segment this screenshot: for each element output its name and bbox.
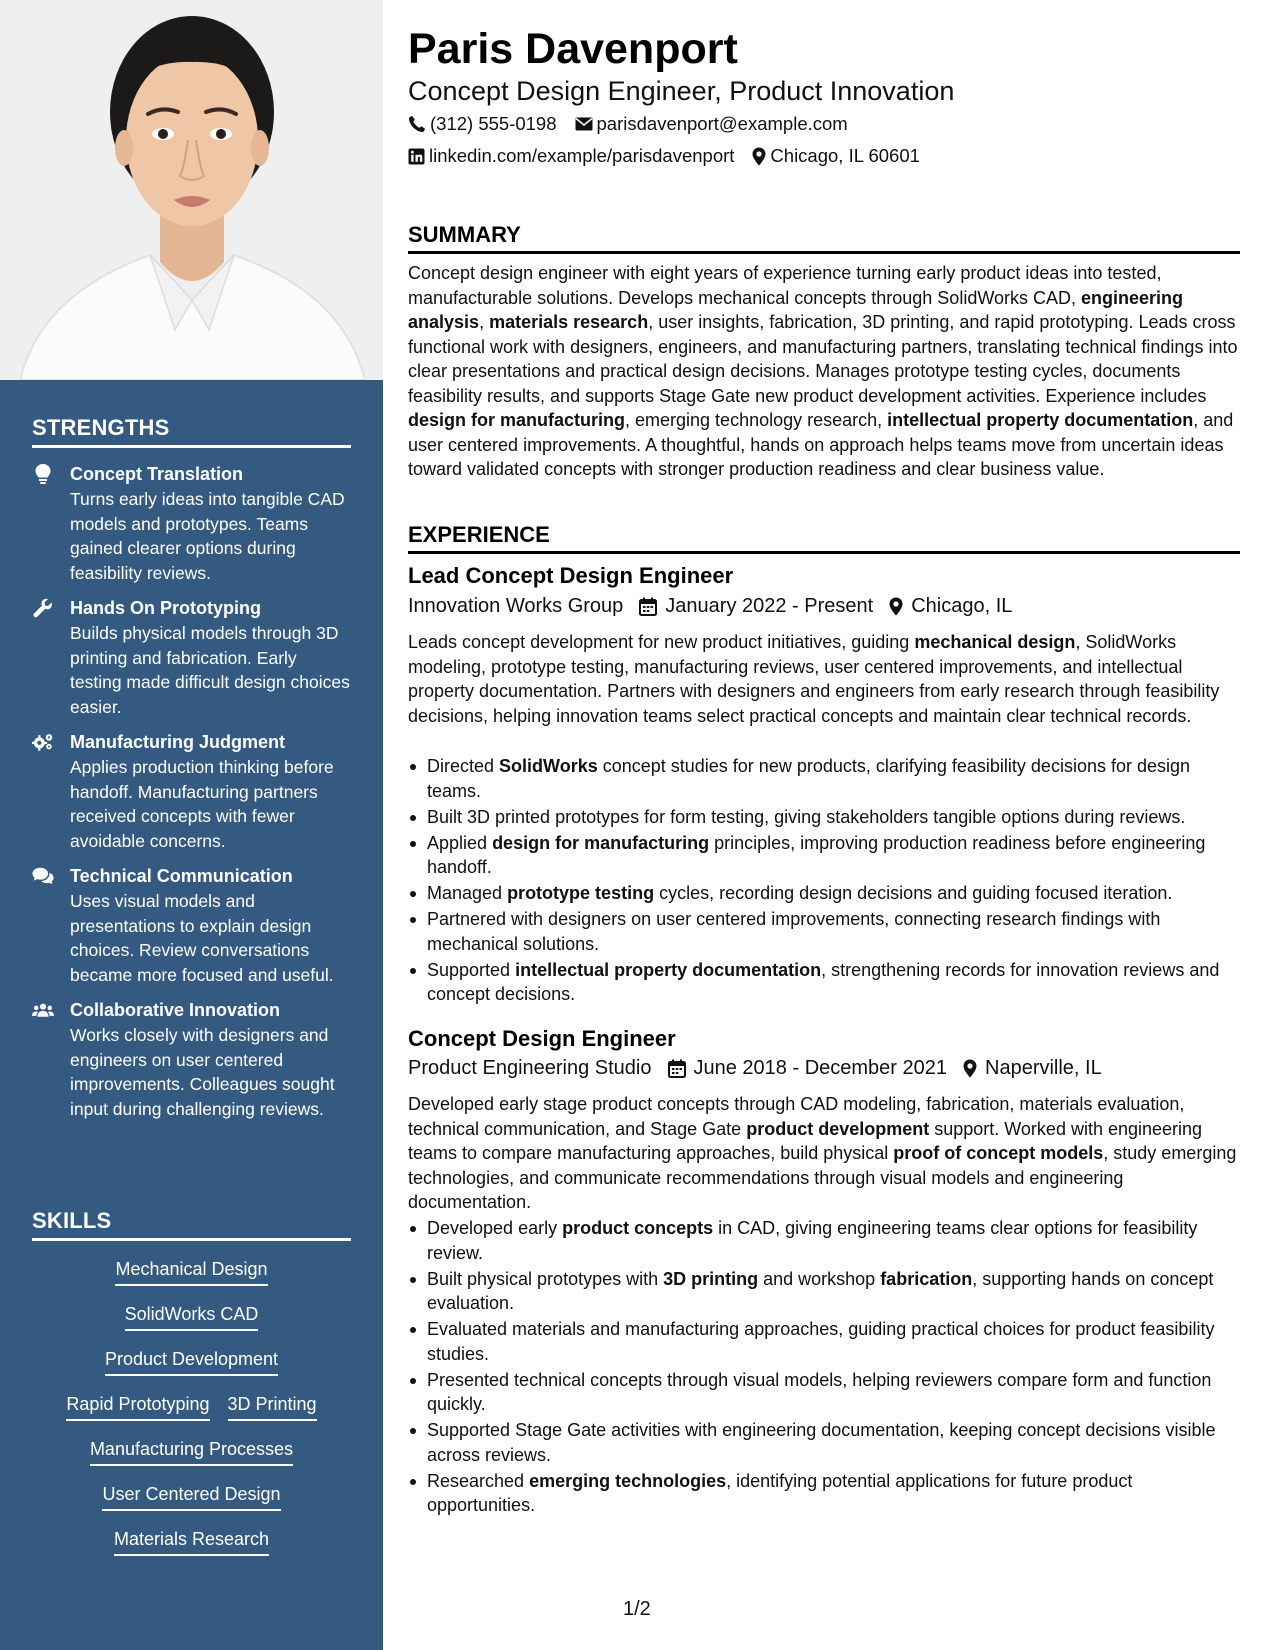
- bold-keyword: design for manufacturing: [408, 410, 626, 430]
- text-segment: concept studies for new products, clarifying feasibility decisions for design teams.: [427, 756, 1191, 801]
- job-bullets: [408, 1216, 1240, 1519]
- text-segment: cycles, recording design decisions and guiding focused iteration.: [654, 883, 1173, 903]
- text-segment: Built 3D printed prototypes for form testing, giving stakeholders tangible options during reviews.: [427, 806, 1186, 827]
- strength-item: [32, 462, 351, 585]
- strength-title: Manufacturing Judgment: [70, 732, 285, 752]
- job-description: [408, 1092, 1240, 1215]
- text-segment: , strengthening records for innovation reviews and concept decisions.: [427, 959, 1220, 1004]
- bold-keyword: design for manufacturing: [492, 832, 710, 853]
- strength-desc: Works closely with designers and engineers on user centered improvements. Colleagues sought input during challenging reviews.: [70, 1025, 335, 1119]
- calendar-icon: [668, 1059, 686, 1078]
- bullet-item: [408, 1216, 1240, 1265]
- summary-heading: SUMMARY: [408, 222, 1240, 254]
- skill-row: [32, 1386, 351, 1431]
- bold-keyword: prototype testing: [507, 883, 655, 903]
- email-text: parisdavenport@example.com: [596, 113, 848, 134]
- job-meta: [408, 1057, 1118, 1080]
- location-text: Naperville, IL: [985, 1057, 1102, 1079]
- summary-text: [408, 261, 1240, 482]
- bold-keyword: 3D printing: [663, 1268, 759, 1289]
- gears-icon: [32, 731, 54, 753]
- company-name: Innovation Works Group: [408, 595, 624, 617]
- text-segment: , supporting hands on concept evaluation.: [427, 1268, 1214, 1313]
- job-location: [889, 595, 1012, 618]
- experience-heading: EXPERIENCE: [408, 522, 1240, 554]
- text-segment: Managed: [427, 883, 508, 903]
- contact-line-1: [408, 113, 866, 135]
- bullet-item: [408, 1418, 1240, 1467]
- dates-text: January 2022 - Present: [665, 595, 874, 617]
- candidate-title: Concept Design Engineer, Product Innovation: [408, 76, 955, 106]
- email-contact[interactable]: [575, 113, 848, 135]
- bold-keyword: engineering analysis: [408, 287, 1184, 332]
- job-dates: [639, 595, 873, 618]
- bullet-item: [408, 907, 1240, 956]
- strengths-heading: STRENGTHS: [32, 415, 351, 448]
- bold-keyword: emerging technologies: [529, 1470, 727, 1491]
- job-dates: [668, 1057, 948, 1080]
- phone-icon: [408, 115, 426, 133]
- phone-contact[interactable]: [408, 113, 557, 135]
- job-location: [963, 1057, 1102, 1080]
- strength-desc: Applies production thinking before handoff. Manufacturing partners received concepts with fewer avoidable concerns.: [70, 757, 334, 851]
- job-description: [408, 630, 1240, 728]
- text-segment: , user insights, fabrication, 3D printing, and rapid prototyping. Leads cross functional work with designers, engineers, and manufacturing partners, translating technical findings into clear presentations and practical design decisions. Manages prototype testing cycles, documents feasibility results, and supports Stage Gate new product development activities. Experience includes: [408, 312, 1238, 406]
- sidebar: [0, 0, 383, 1650]
- users-icon: [32, 999, 54, 1021]
- strength-desc: Turns early ideas into tangible CAD models and prototypes. Teams gained clearer options during feasibility reviews.: [70, 489, 345, 583]
- company: [408, 1057, 652, 1080]
- text-segment: Partnered with designers on user centered improvements, connecting research findings with mechanical solutions.: [427, 909, 1161, 954]
- text-segment: Developed early stage product concepts through CAD modeling, fabrication, materials evaluation, technical communication, and Stage Gate: [408, 1094, 1185, 1139]
- chat-icon: [32, 865, 54, 887]
- map-pin-icon: [963, 1059, 977, 1078]
- profile-photo-image: [0, 0, 383, 380]
- strength-item: [32, 998, 351, 1121]
- text-segment: Concept design engineer with eight years of experience turning early product ideas into tested, manufacturable solutions. Develops mechanical concepts through SolidWorks CAD,: [408, 263, 1162, 308]
- text-segment: Evaluated materials and manufacturing approaches, guiding practical choices for product feasibility studies.: [427, 1319, 1215, 1364]
- skill-tag: Manufacturing Processes: [90, 1437, 293, 1466]
- bullet-item: [408, 831, 1240, 880]
- profile-photo: [0, 0, 383, 380]
- text-segment: Supported: [427, 959, 516, 980]
- strength-item: [32, 864, 351, 987]
- envelope-icon: [575, 117, 593, 131]
- bullet-item: [408, 754, 1240, 803]
- text-segment: , emerging technology research,: [625, 410, 888, 430]
- skills-heading: SKILLS: [32, 1208, 351, 1241]
- strength-title: Technical Communication: [70, 866, 293, 886]
- strength-desc: Uses visual models and presentations to explain design choices. Review conversations became more focused and useful.: [70, 891, 334, 985]
- skill-row: [32, 1341, 351, 1386]
- skill-tag: Materials Research: [114, 1527, 269, 1556]
- text-segment: , study emerging technologies, and communicate recommendations through visual models and engineering documentation.: [408, 1143, 1237, 1212]
- bold-keyword: product development: [746, 1118, 930, 1139]
- text-segment: in CAD, giving engineering teams clear options for feasibility review.: [427, 1218, 1198, 1263]
- job-title: Concept Design Engineer: [408, 1026, 676, 1051]
- strength-title: Concept Translation: [70, 464, 244, 484]
- text-segment: support. Worked with engineering teams to compare manufacturing approaches, build physical: [408, 1118, 1203, 1163]
- map-pin-icon: [752, 147, 766, 166]
- strength-item: [32, 596, 351, 719]
- text-segment: , SolidWorks modeling, prototype testing, manufacturing reviews, user centered improvements, and intellectual property documentation. Partners with designers and engineers from early research through feasibility decisions, helping innovation teams select practical concepts and maintain clear technical records.: [408, 632, 1220, 726]
- strength-item: [32, 730, 351, 853]
- linkedin-text: linkedin.com/example/parisdavenport: [429, 145, 735, 166]
- text-segment: Developed early: [427, 1218, 563, 1238]
- bold-keyword: fabrication: [880, 1268, 973, 1289]
- skill-tag: Product Development: [105, 1347, 278, 1376]
- skills-section: [32, 1208, 351, 1566]
- page-number: 1/2: [623, 1598, 651, 1620]
- strength-title: Hands On Prototyping: [70, 598, 261, 618]
- text-segment: ,: [479, 312, 490, 332]
- bullet-item: [408, 881, 1240, 906]
- text-segment: principles, improving production readiness before engineering handoff.: [427, 832, 1206, 877]
- location-text: Chicago, IL 60601: [770, 145, 920, 166]
- bold-keyword: intellectual property documentation: [887, 410, 1194, 430]
- skill-tag: 3D Printing: [228, 1392, 317, 1421]
- skill-row: [32, 1251, 351, 1296]
- text-segment: , and user centered improvements. A thoughtful, hands on approach helps teams move from uncertain ideas toward validated concepts with stronger production readiness and clear business value.: [408, 410, 1234, 479]
- location-contact: [752, 145, 919, 167]
- linkedin-contact[interactable]: [408, 145, 734, 167]
- skill-tag: SolidWorks CAD: [125, 1302, 259, 1331]
- skill-row: [32, 1476, 351, 1521]
- skill-row: [32, 1296, 351, 1341]
- text-segment: and workshop: [758, 1268, 881, 1289]
- linkedin-icon: [408, 148, 425, 165]
- text-segment: Supported Stage Gate activities with engineering documentation, keeping concept decisions visible across reviews.: [427, 1420, 1216, 1465]
- strength-title: Collaborative Innovation: [70, 1000, 281, 1020]
- skill-tag: Rapid Prototyping: [66, 1392, 209, 1421]
- text-segment: Applied: [427, 832, 493, 853]
- bold-keyword: product concepts: [562, 1218, 714, 1238]
- bullet-item: [408, 958, 1240, 1007]
- company: [408, 595, 623, 618]
- skill-row: [32, 1431, 351, 1476]
- contact-line-2: [408, 145, 938, 167]
- bullet-item: [408, 1267, 1240, 1316]
- text-segment: Leads concept development for new product initiatives, guiding: [408, 632, 915, 652]
- location-text: Chicago, IL: [911, 595, 1013, 617]
- lightbulb-icon: [32, 463, 54, 485]
- text-segment: Directed: [427, 756, 500, 776]
- bold-keyword: mechanical design: [914, 632, 1076, 652]
- strengths-section: [32, 415, 351, 1121]
- bullet-item: [408, 1368, 1240, 1417]
- text-segment: , identifying potential applications for future product opportunities.: [427, 1470, 1133, 1515]
- candidate-name: Paris Davenport: [408, 25, 738, 73]
- map-pin-icon: [889, 597, 903, 616]
- skills-list: [32, 1251, 351, 1566]
- skill-row: [32, 1521, 351, 1566]
- strength-desc: Builds physical models through 3D printing and fabrication. Early testing made difficult design choices easier.: [70, 623, 350, 717]
- job-title: Lead Concept Design Engineer: [408, 563, 734, 588]
- calendar-icon: [639, 597, 657, 616]
- bold-keyword: intellectual property documentation: [515, 959, 822, 980]
- bullet-item: [408, 805, 1240, 830]
- bold-keyword: materials research: [489, 312, 649, 332]
- text-segment: Presented technical concepts through visual models, helping reviewers compare form and function quickly.: [427, 1369, 1212, 1414]
- job-bullets: [408, 754, 1240, 1008]
- text-segment: Researched: [427, 1470, 530, 1491]
- phone-text: (312) 555-0198: [430, 113, 557, 134]
- text-segment: Built physical prototypes with: [427, 1268, 664, 1289]
- bold-keyword: SolidWorks: [499, 756, 598, 776]
- bullet-item: [408, 1317, 1240, 1366]
- wrench-icon: [32, 597, 54, 619]
- bullet-item: [408, 1469, 1240, 1518]
- skill-tag: User Centered Design: [102, 1482, 280, 1511]
- skill-tag: Mechanical Design: [115, 1257, 267, 1286]
- company-name: Product Engineering Studio: [408, 1057, 652, 1079]
- job-meta: [408, 595, 1028, 618]
- bold-keyword: proof of concept models: [893, 1143, 1104, 1163]
- dates-text: June 2018 - December 2021: [693, 1057, 947, 1079]
